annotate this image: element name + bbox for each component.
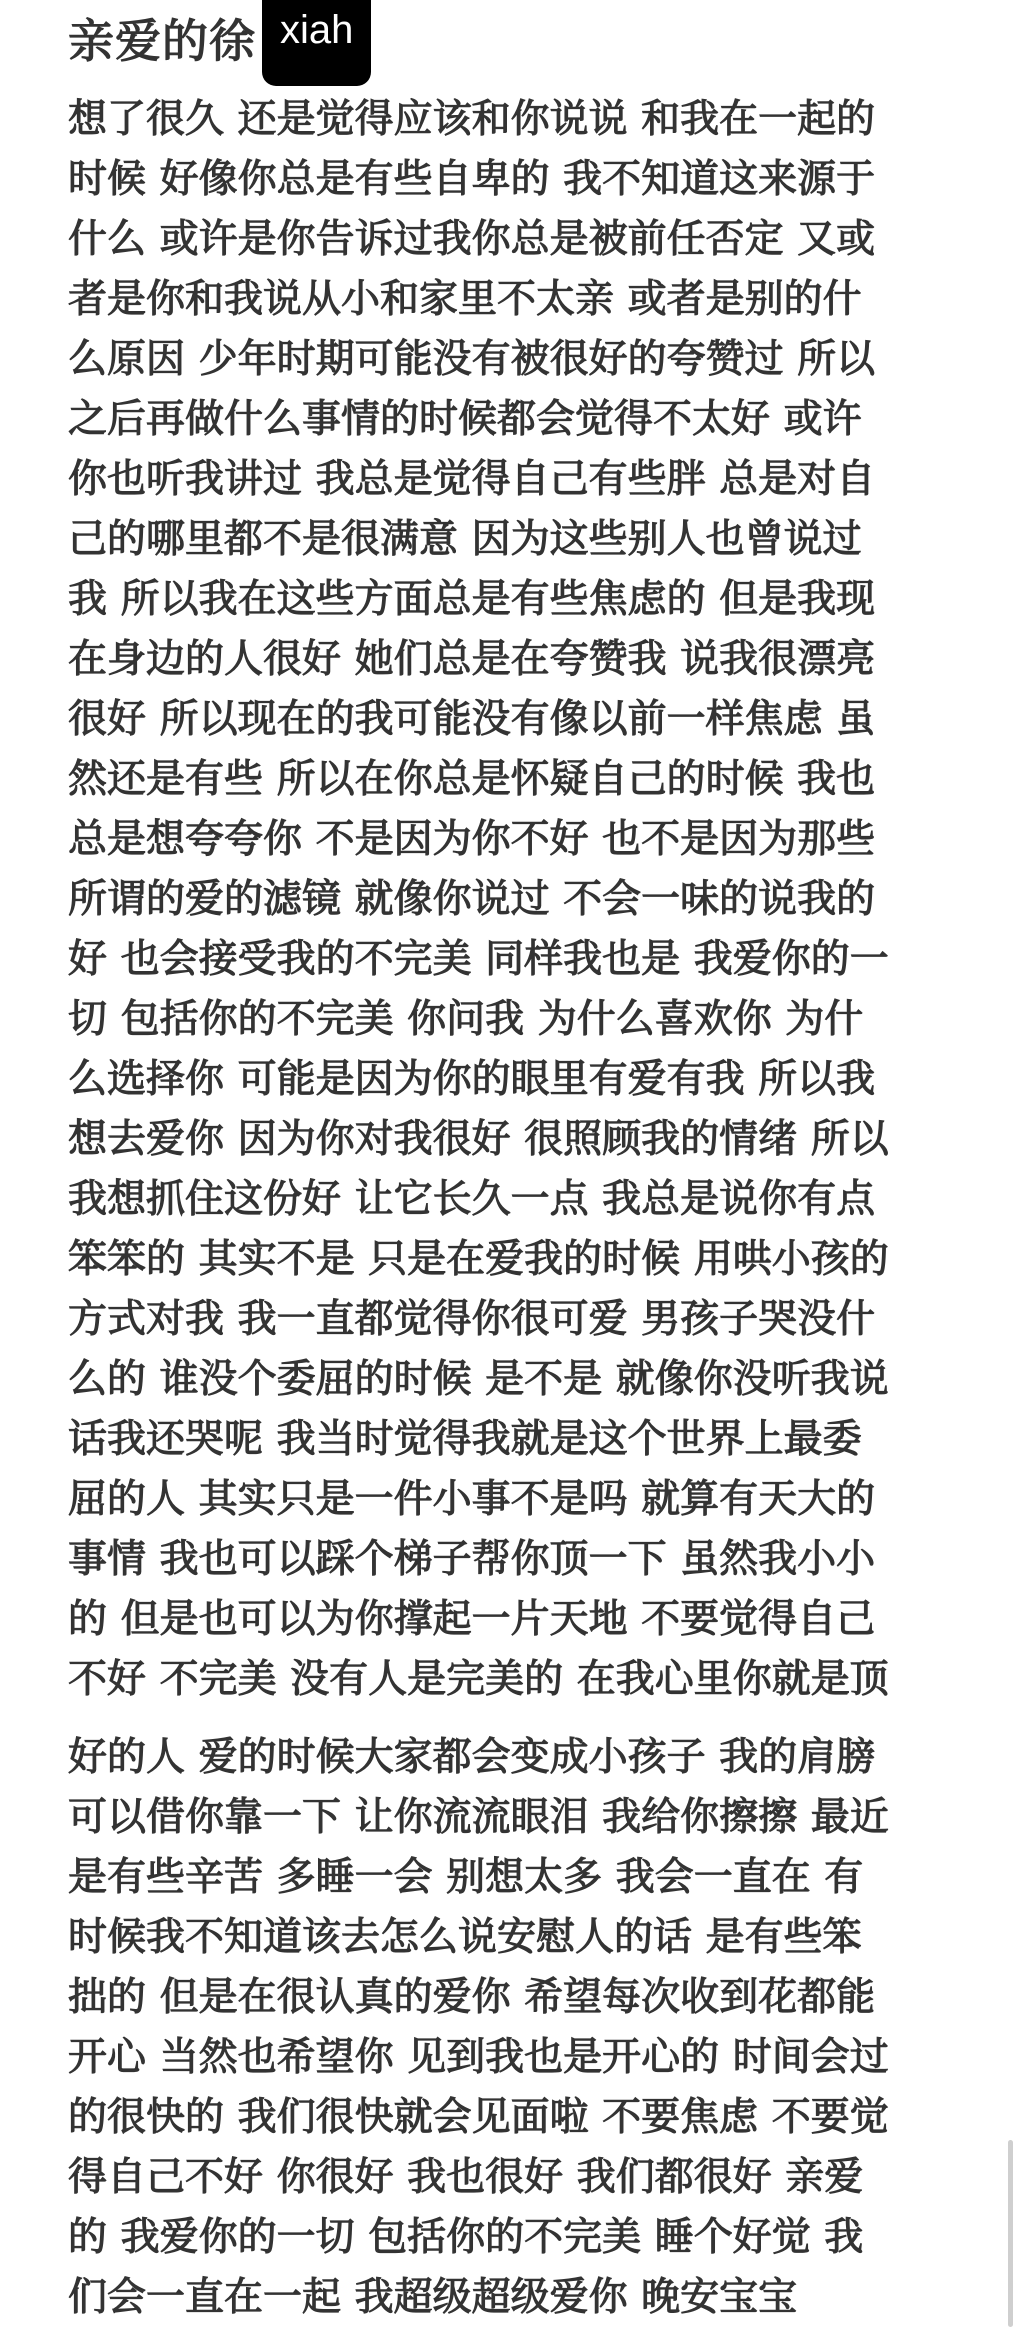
text-line: 不好 不完美 没有人是完美的 在我心里你就是顶 <box>68 1657 889 1702</box>
name-tag-badge: xiah <box>262 0 371 86</box>
text-line: 所谓的爱的滤镜 就像你说过 不会一味的说我的 <box>68 877 876 922</box>
page-title: 亲爱的徐 <box>68 14 256 68</box>
header <box>68 0 371 88</box>
text-line: 方式对我 我一直都觉得你很可爱 男孩子哭没什 <box>68 1297 876 1342</box>
text-line: 我 所以我在这些方面总是有些焦虑的 但是我现 <box>68 577 876 622</box>
text-line: 己的哪里都不是很满意 因为这些别人也曾说过 <box>68 517 862 562</box>
text-line: 的 我爱你的一切 包括你的不完美 睡个好觉 我 <box>68 2215 864 2260</box>
text-line: 话我还哭呢 我当时觉得我就是这个世界上最委 <box>68 1417 862 1462</box>
text-line: 想了很久 还是觉得应该和你说说 和我在一起的 <box>68 97 876 142</box>
text-line: 屈的人 其实只是一件小事不是吗 就算有天大的 <box>68 1477 876 1522</box>
text-line: 是有些辛苦 多睡一会 别想太多 我会一直在 有 <box>68 1855 864 1900</box>
text-line: 时候我不知道该去怎么说安慰人的话 是有些笨 <box>68 1915 862 1960</box>
text-line: 什么 或许是你告诉过我你总是被前任否定 又或 <box>68 217 876 262</box>
letter-body <box>68 90 968 2328</box>
text-line: 的 但是也可以为你撑起一片天地 不要觉得自己 <box>68 1597 876 1642</box>
text-line: 的很快的 我们很快就会见面啦 不要焦虑 不要觉 <box>68 2095 889 2140</box>
text-line: 我想抓住这份好 让它长久一点 我总是说你有点 <box>68 1177 876 1222</box>
text-line: 你也听我讲过 我总是觉得自己有些胖 总是对自 <box>68 457 876 502</box>
text-line: 么原因 少年时期可能没有被很好的夸赞过 所以 <box>68 337 876 382</box>
text-line: 然还是有些 所以在你总是怀疑自己的时候 我也 <box>68 757 876 802</box>
text-line: 么选择你 可能是因为你的眼里有爱有我 所以我 <box>68 1057 876 1102</box>
text-line: 么的 谁没个委屈的时候 是不是 就像你没听我说 <box>68 1357 889 1402</box>
text-line: 得自己不好 你很好 我也很好 我们都很好 亲爱 <box>68 2155 864 2200</box>
paragraph-2 <box>68 1728 968 2328</box>
text-line: 好的人 爱的时候大家都会变成小孩子 我的肩膀 <box>68 1735 876 1780</box>
text-line: 事情 我也可以踩个梯子帮你顶一下 虽然我小小 <box>68 1537 876 1582</box>
scrollbar[interactable] <box>1008 2140 1013 2327</box>
text-line: 在身边的人很好 她们总是在夸赞我 说我很漂亮 <box>68 637 876 682</box>
text-line: 们会一直在一起 我超级超级爱你 晚安宝宝 <box>68 2275 798 2320</box>
text-line: 时候 好像你总是有些自卑的 我不知道这来源于 <box>68 157 876 202</box>
paragraph-gap <box>68 1710 968 1728</box>
text-line: 者是你和我说从小和家里不太亲 或者是别的什 <box>68 277 862 322</box>
text-line: 切 包括你的不完美 你问我 为什么喜欢你 为什 <box>68 997 864 1042</box>
text-line: 之后再做什么事情的时候都会觉得不太好 或许 <box>68 397 862 442</box>
text-line: 很好 所以现在的我可能没有像以前一样焦虑 虽 <box>68 697 876 742</box>
text-line: 可以借你靠一下 让你流流眼泪 我给你擦擦 最近 <box>68 1795 889 1840</box>
text-line: 开心 当然也希望你 见到我也是开心的 时间会过 <box>68 2035 889 2080</box>
text-line: 总是想夸夸你 不是因为你不好 也不是因为那些 <box>68 817 876 862</box>
text-line: 拙的 但是在很认真的爱你 希望每次收到花都能 <box>68 1975 876 2020</box>
text-line: 笨笨的 其实不是 只是在爱我的时候 用哄小孩的 <box>68 1237 889 1282</box>
paragraph-1 <box>68 90 968 1710</box>
text-line: 好 也会接受我的不完美 同样我也是 我爱你的一 <box>68 937 889 982</box>
text-line: 想去爱你 因为你对我很好 很照顾我的情绪 所以 <box>68 1117 889 1162</box>
